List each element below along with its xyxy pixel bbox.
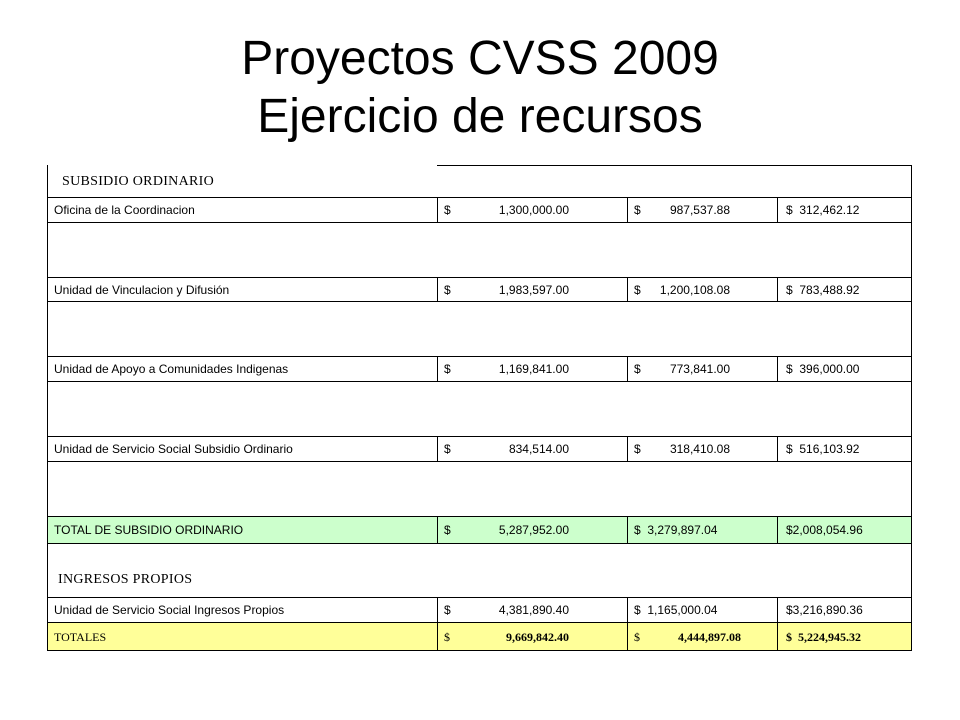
amount-cell bbox=[778, 623, 911, 650]
currency-symbol: $ bbox=[786, 629, 792, 644]
amount-cell bbox=[438, 357, 627, 381]
amount-value: 5,224,945.32 bbox=[798, 629, 861, 644]
currency-symbol: $ bbox=[444, 282, 451, 297]
amount-value: 987,537.88 bbox=[669, 203, 730, 217]
grid-line bbox=[47, 650, 912, 651]
amount-value: 4,444,897.08 bbox=[678, 629, 741, 644]
currency-symbol: $ bbox=[634, 203, 641, 217]
amount-cell bbox=[628, 198, 777, 222]
currency-symbol: $ bbox=[444, 629, 450, 644]
grid-line bbox=[47, 222, 912, 223]
amount-cell bbox=[778, 598, 911, 622]
section-ingresos-propios: INGRESOS PROPIOS bbox=[58, 572, 193, 587]
currency-symbol: $ bbox=[444, 362, 451, 376]
amount-cell bbox=[628, 517, 777, 543]
currency-symbol: $ bbox=[444, 523, 451, 537]
amount-value: 773,841.00 bbox=[669, 362, 730, 376]
amount-value: 1,169,841.00 bbox=[498, 362, 569, 376]
amount-cell bbox=[778, 517, 911, 543]
amount-value: 783,488.92 bbox=[799, 282, 860, 297]
amount-value: 5,287,952.00 bbox=[498, 523, 569, 537]
amount-cell bbox=[438, 517, 627, 543]
grid-line bbox=[437, 165, 912, 166]
amount-cell bbox=[628, 623, 777, 650]
currency-symbol: $ bbox=[634, 603, 641, 617]
amount-value: 9,669,842.40 bbox=[506, 629, 569, 644]
grid-line bbox=[47, 301, 912, 302]
section-subsidio-ordinario: SUBSIDIO ORDINARIO bbox=[62, 174, 215, 189]
amount-value: 516,103.92 bbox=[799, 442, 860, 456]
grid-line bbox=[47, 381, 912, 382]
amount-cell bbox=[628, 357, 777, 381]
row-label: Unidad de Servicio Social Ingresos Propios bbox=[54, 603, 285, 617]
amount-value: 4,381,890.40 bbox=[498, 603, 569, 617]
amount-cell bbox=[628, 437, 777, 461]
currency-symbol: $ bbox=[634, 523, 641, 537]
amount-cell bbox=[438, 198, 627, 222]
amount-cell bbox=[778, 357, 911, 381]
amount-value: 1,300,000.00 bbox=[498, 203, 569, 217]
currency-symbol: $ bbox=[634, 442, 641, 456]
row-label: Oficina de la Coordinacion bbox=[54, 203, 195, 217]
row-label: Unidad de Apoyo a Comunidades Indigenas bbox=[54, 362, 289, 376]
amount-value: 834,514.00 bbox=[508, 442, 569, 456]
amount-cell bbox=[438, 278, 627, 301]
currency-symbol: $ bbox=[634, 362, 641, 376]
row-label: Unidad de Servicio Social Subsidio Ordinario bbox=[54, 442, 293, 456]
grid-line bbox=[911, 165, 912, 651]
amount-cell bbox=[438, 598, 627, 622]
amount-value: 1,200,108.08 bbox=[659, 282, 730, 297]
totales-label: TOTALES bbox=[54, 629, 107, 644]
currency-symbol: $ bbox=[634, 282, 641, 297]
currency-symbol: $ bbox=[634, 629, 640, 644]
amount-value: 318,410.08 bbox=[669, 442, 730, 456]
currency-symbol: $ bbox=[444, 603, 451, 617]
title-line-2: Ejercicio de recursos bbox=[257, 90, 703, 143]
currency-symbol: $ bbox=[786, 362, 793, 376]
currency-symbol: $ bbox=[444, 203, 451, 217]
amount-value: $3,216,890.36 bbox=[786, 603, 863, 617]
amount-value: 1,983,597.00 bbox=[498, 282, 569, 297]
grid-line bbox=[47, 461, 912, 462]
amount-value: 312,462.12 bbox=[799, 203, 860, 217]
amount-cell bbox=[628, 278, 777, 301]
currency-symbol: $ bbox=[786, 203, 793, 217]
title-line-1: Proyectos CVSS 2009 bbox=[241, 32, 719, 85]
amount-value: 3,279,897.04 bbox=[647, 523, 718, 537]
currency-symbol: $ bbox=[786, 442, 793, 456]
amount-cell bbox=[778, 437, 911, 461]
currency-symbol: $ bbox=[786, 282, 793, 297]
amount-value: 1,165,000.04 bbox=[647, 603, 718, 617]
amount-cell bbox=[628, 598, 777, 622]
amount-cell bbox=[438, 623, 627, 650]
currency-symbol: $ bbox=[444, 442, 451, 456]
amount-cell bbox=[438, 437, 627, 461]
amount-cell bbox=[778, 198, 911, 222]
total-subsidio-label: TOTAL DE SUBSIDIO ORDINARIO bbox=[54, 523, 244, 537]
amount-value: 396,000.00 bbox=[799, 362, 860, 376]
row-label: Unidad de Vinculacion y Difusión bbox=[54, 282, 230, 297]
grid-line bbox=[47, 543, 912, 544]
amount-value: $2,008,054.96 bbox=[786, 523, 863, 537]
grid-line bbox=[47, 165, 48, 651]
amount-cell bbox=[778, 278, 911, 301]
